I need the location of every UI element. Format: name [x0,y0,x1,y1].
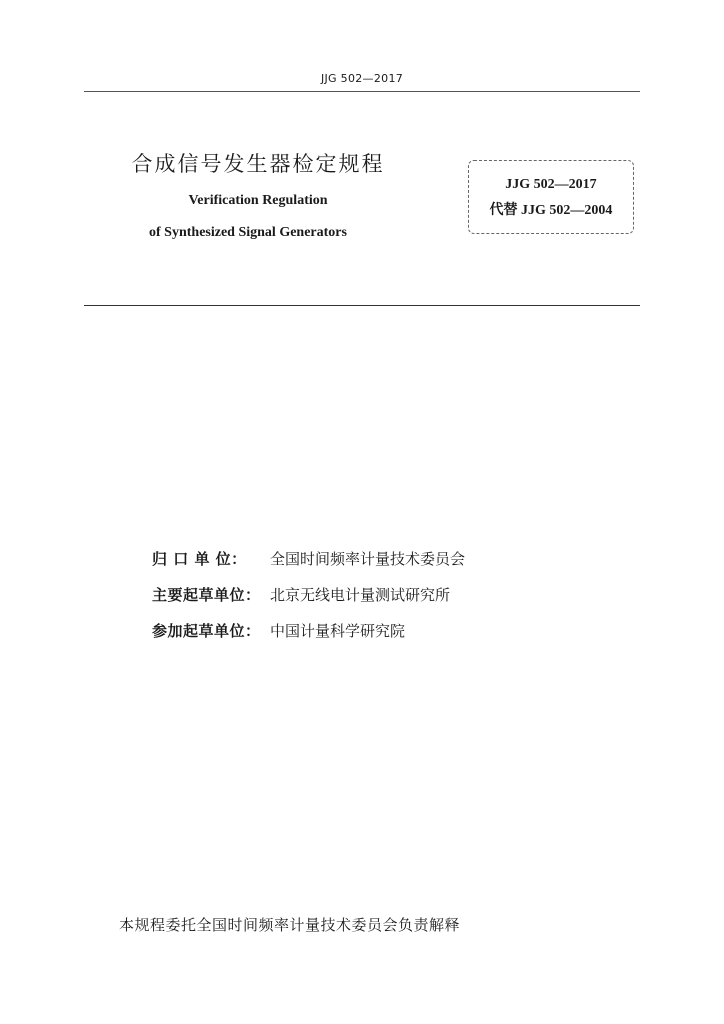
org-label: 参加起草单位： [152,622,261,640]
interpretation-note: 本规程委托全国时间频率计量技术委员会负责解释 [119,916,461,934]
standard-code: JJG 502—2017 [505,177,597,192]
org-row-main-drafting-unit [152,584,572,620]
title-divider-rule [84,305,640,306]
header-rule [84,91,640,92]
org-value: 北京无线电计量测试研究所 [270,586,451,604]
org-row-participating-unit [152,620,572,656]
replaces-code: 代替 JJG 502—2004 [489,203,613,218]
org-label: 归 口 单 位： [152,550,247,568]
org-value: 中国计量科学研究院 [270,622,406,640]
org-value: 全国时间频率计量技术委员会 [270,550,466,568]
title-block [112,150,404,242]
running-header-code: JJG 502—2017 [320,72,404,85]
title-english-line-2: of Synthesized Signal Generators [149,225,347,240]
org-label: 主要起草单位： [152,586,261,604]
standard-code-box [468,160,634,234]
org-row-centralized-unit [152,548,572,584]
title-chinese: 合成信号发生器检定规程 [131,152,385,176]
organization-list [152,548,572,656]
title-english-line-1: Verification Regulation [188,193,328,208]
